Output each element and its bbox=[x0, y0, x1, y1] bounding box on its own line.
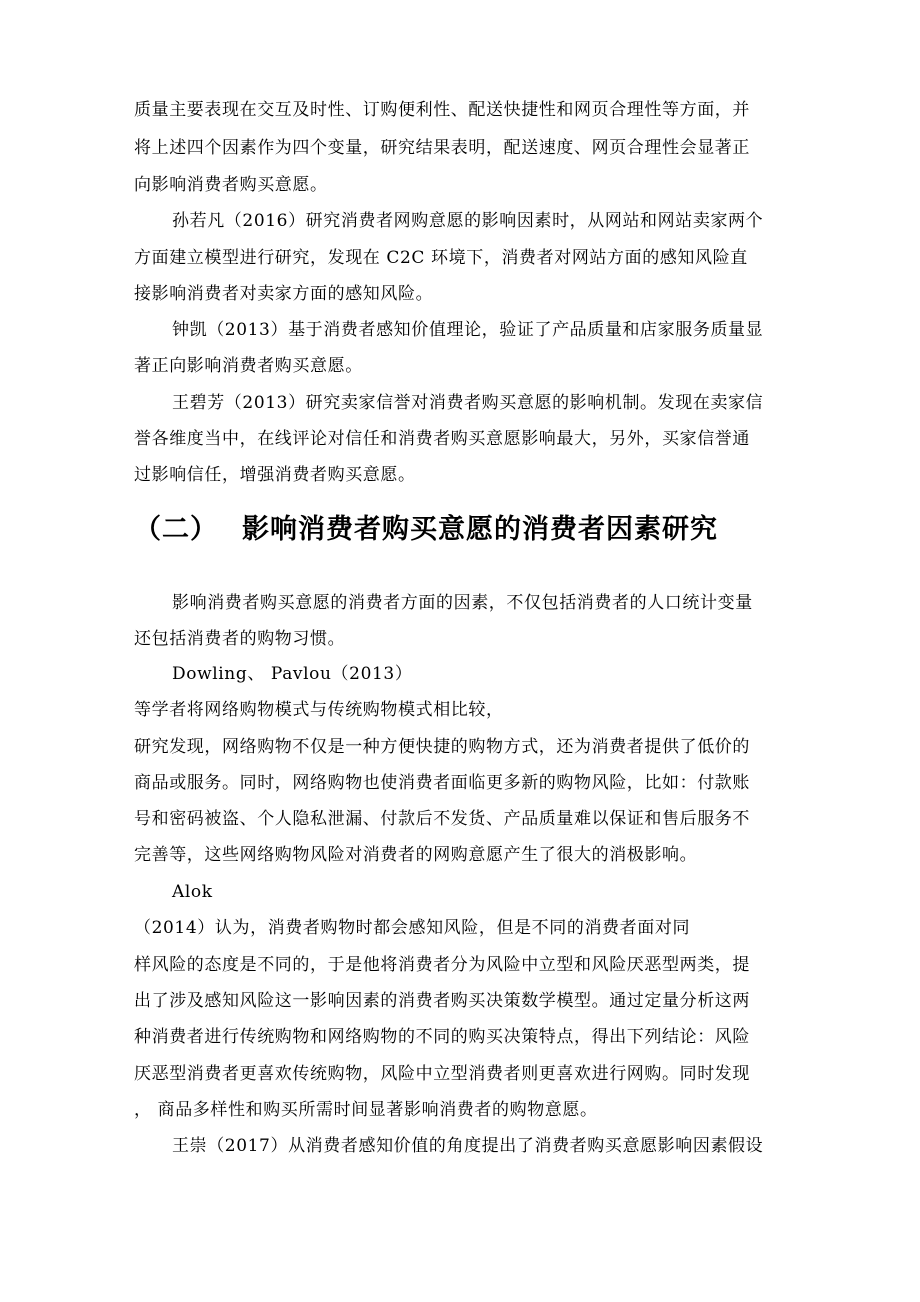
text-line: 孙若凡（2016）研究消费者网购意愿的影响因素时，从网站和网站卖家两个 bbox=[172, 211, 764, 231]
text-line: 完善等，这些网络购物风险对消费者的网购意愿产生了很大的消极影响。 bbox=[134, 845, 698, 865]
text-line: 接影响消费者对卖家方面的感知风险。 bbox=[134, 284, 434, 304]
text-line: 钟凯（2013）基于消费者感知价值理论，验证了产品质量和店家服务质量显 bbox=[172, 320, 764, 340]
text-line: 影响消费者购买意愿的消费者方面的因素，不仅包括消费者的人口统计变量 bbox=[172, 593, 753, 613]
text-line: 誉各维度当中，在线评论对信任和消费者购买意愿影响最大，另外，买家信誉通 bbox=[134, 429, 750, 449]
section-heading bbox=[134, 512, 718, 548]
text-line: 厌恶型消费者更喜欢传统购物，风险中立型消费者则更喜欢进行网购。同时发现 bbox=[134, 1064, 750, 1084]
text-line: （2014）认为，消费者购物时都会感知风险，但是不同的消费者面对同 bbox=[134, 918, 691, 938]
text-line: 向影响消费者购买意愿。 bbox=[134, 175, 328, 195]
text-line: 等学者将网络购物模式与传统购物模式相比较， bbox=[134, 700, 504, 720]
text-line: 还包括消费者的购物习惯。 bbox=[134, 629, 346, 649]
text-line: 王崇（2017）从消费者感知价值的角度提出了消费者购买意愿影响因素假设 bbox=[172, 1136, 764, 1156]
text-line: 过影响信任，增强消费者购买意愿。 bbox=[134, 465, 416, 485]
text-line: ， 商品多样性和购买所需时间显著影响消费者的购物意愿。 bbox=[134, 1100, 598, 1120]
text-line: 将上述四个因素作为四个变量，研究结果表明，配送速度、网页合理性会显著正 bbox=[134, 138, 750, 158]
text-line: Dowling、 Pavlou（2013） bbox=[172, 664, 413, 684]
text-line: 王碧芳（2013）研究卖家信誉对消费者购买意愿的影响机制。发现在卖家信 bbox=[172, 393, 764, 413]
text-line: 质量主要表现在交互及时性、订购便利性、配送快捷性和网页合理性等方面，并 bbox=[134, 100, 750, 120]
text-line: 商品或服务。同时，网络购物也使消费者面临更多新的购物风险，比如：付款账 bbox=[134, 773, 750, 793]
text-line: 著正向影响消费者购买意愿。 bbox=[134, 356, 363, 376]
text-line: 种消费者进行传统购物和网络购物的不同的购买决策特点，得出下列结论：风险 bbox=[134, 1027, 750, 1047]
text-line: 研究发现，网络购物不仅是一种方便快捷的购物方式，还为消费者提供了低价的 bbox=[134, 737, 750, 757]
text-line: 方面建立模型进行研究，发现在 C2C 环境下，消费者对网站方面的感知风险直 bbox=[134, 248, 748, 268]
text-line: Alok bbox=[172, 882, 213, 902]
section-number: （二） bbox=[134, 514, 218, 545]
text-line: 出了涉及感知风险这一影响因素的消费者购买决策数学模型。通过定量分析这两 bbox=[134, 991, 750, 1011]
text-line: 样风险的态度是不同的，于是他将消费者分为风险中立型和风险厌恶型两类，提 bbox=[134, 955, 750, 975]
section-title: 影响消费者购买意愿的消费者因素研究 bbox=[242, 514, 718, 545]
text-line: 号和密码被盗、个人隐私泄漏、付款后不发货、产品质量难以保证和售后服务不 bbox=[134, 809, 750, 829]
